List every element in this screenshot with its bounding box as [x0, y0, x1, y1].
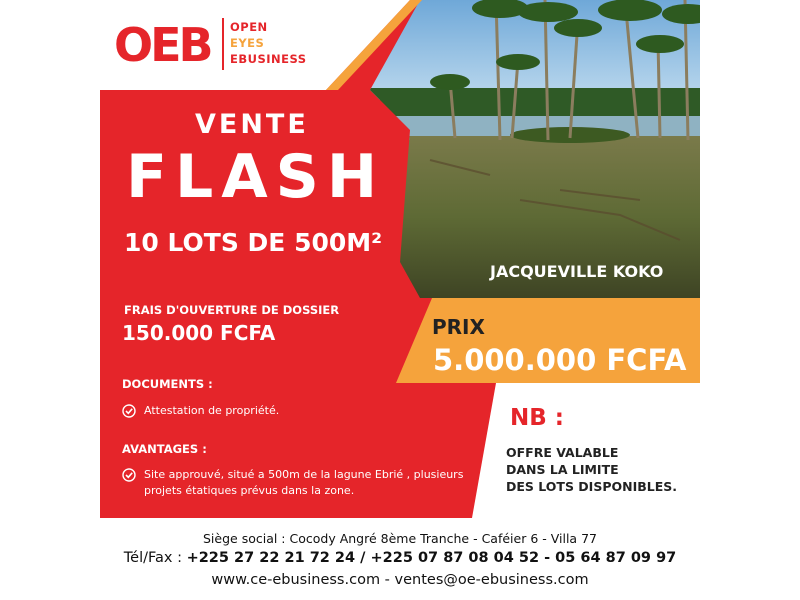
footer-phone [0, 550, 800, 566]
logo-letters: OEB [114, 18, 211, 72]
footer-phone-label: Tél/Fax : [123, 550, 187, 566]
footer-phone-numbers: +225 27 22 21 72 24 / +225 07 87 08 04 52 - 05 64 87 09 97 [186, 550, 677, 566]
advantages-item-text: Site approuvé, situé a 500m de la lagune Ebrié , plusieurs projets étatiques prévus dans la zone. [144, 468, 464, 497]
note-line: OFFRE VALABLE [506, 445, 619, 460]
logo-divider [222, 18, 224, 70]
price-value: 5.000.000 FCFA [433, 343, 687, 377]
advantages-item [122, 467, 467, 499]
advantages-title: AVANTAGES : [122, 442, 207, 456]
note-body [506, 444, 677, 495]
headline-lots: 10 LOTS DE 500M² [124, 228, 383, 257]
documents-item-text: Attestation de propriété. [144, 404, 280, 417]
documents-title: DOCUMENTS : [122, 377, 213, 391]
footer-address: Siège social : Cocody Angré 8ème Tranche - Caféier 6 - Villa 77 [203, 531, 597, 546]
check-circle-icon [122, 404, 136, 418]
check-circle-icon [122, 468, 136, 482]
fees-label: FRAIS D'OUVERTURE DE DOSSIER [124, 303, 340, 317]
logo-line-eyes: EYES [230, 36, 265, 50]
logo-mark [114, 20, 211, 70]
headline-vente: VENTE [195, 109, 309, 140]
fees-amount: 150.000 FCFA [122, 321, 276, 345]
documents-item [122, 403, 279, 419]
note-line: DANS LA LIMITE [506, 462, 619, 477]
logo-text [230, 19, 307, 67]
note-line: DES LOTS DISPONIBLES. [506, 479, 678, 494]
footer-web: www.ce-ebusiness.com - ventes@oe-ebusiness.com [211, 572, 589, 588]
logo-line-ebusiness: EBUSINESS [230, 52, 307, 66]
flyer [100, 0, 700, 518]
logo-line-open: OPEN [230, 20, 268, 34]
note-title: NB : [510, 405, 564, 431]
headline-flash: FLASH [126, 142, 386, 212]
location-label: JACQUEVILLE KOKO [490, 262, 664, 281]
price-label: PRIX [432, 315, 485, 339]
